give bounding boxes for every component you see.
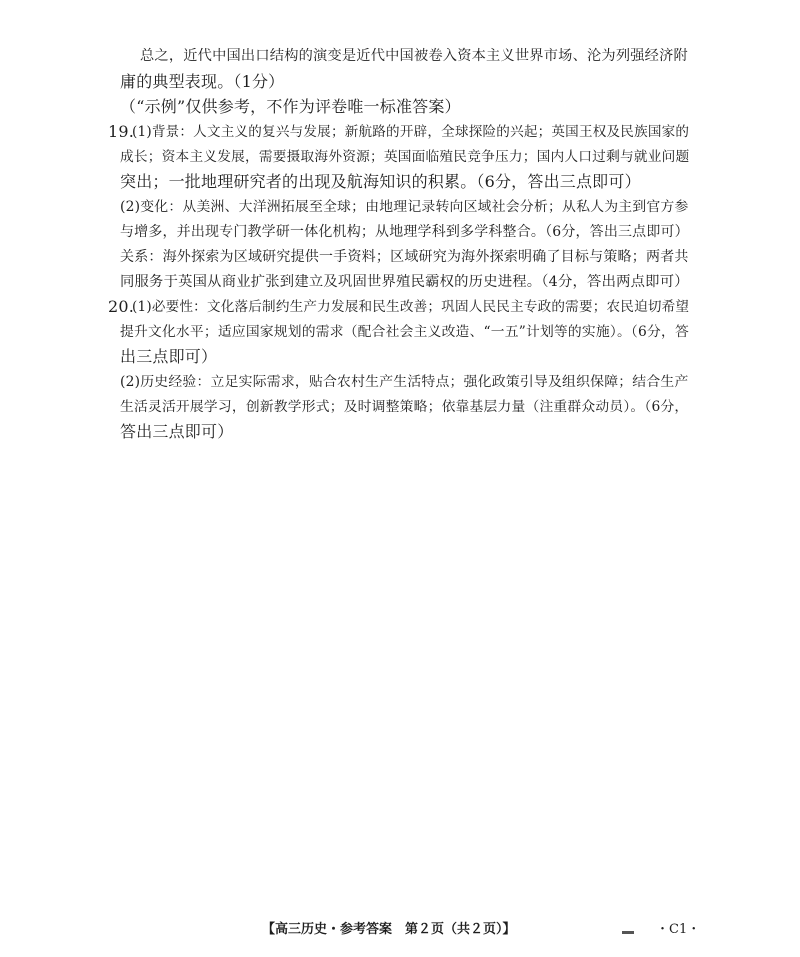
page-footer: 【高三历史・参考答案 第２页（共２页）】: [262, 922, 516, 937]
q19-p1-line-2: 成长；资本主义发展，需要摄取海外资源；英国面临殖民竞争压力；国内人口过剩与就业问题: [120, 149, 690, 165]
q19-number: 19.: [108, 122, 135, 141]
q19-p3-line-2: 同服务于英国从商业扩张到建立及巩固世界殖民霸权的历史进程。（4分，答出两点即可）: [120, 274, 689, 290]
q20-p1-line-1: (1)必要性：文化落后制约生产力发展和民生改善；巩固人民民主专政的需要；农民迫切希望: [132, 299, 690, 315]
q20-p2-line-3: 答出三点即可）: [120, 422, 234, 441]
q19-p3-line-1: 关系：海外探索为区域研究提供一手资料；区域研究为海外探索明确了目标与策略；两者共: [120, 249, 689, 265]
q20-p1-line-3: 出三点即可）: [120, 347, 218, 366]
q19-p2-line-2: 与增多，并出现专门教学研一体化机构；从地理学科到多学科整合。（6分，答出三点即可）: [120, 224, 689, 240]
summary-line-2: 庸的典型表现。（1分）: [120, 72, 285, 91]
scan-mark: [622, 931, 634, 934]
q19-p1-line-1: (1)背景：人文主义的复兴与发展；新航路的开辟，全球探险的兴起；英国王权及民族国家的: [132, 124, 690, 140]
summary-line-1: 总之，近代中国出口结构的演变是近代中国被卷入资本主义世界市场、沦为列强经济附: [140, 48, 688, 64]
version-code: ・C1・: [656, 922, 701, 937]
q19-p1-line-3: 突出；一批地理研究者的出现及航海知识的积累。（6分，答出三点即可）: [120, 172, 641, 191]
q20-p1-line-2: 提升文化水平；适应国家规划的需求（配合社会主义改造、“一五”计划等的实施）。（6分，答: [120, 324, 689, 340]
q20-number: 20.: [108, 297, 135, 316]
q19-p2-line-1: (2)变化：从美洲、大洋洲拓展至全球；由地理记录转向区域社会分析；从私人为主到官方参: [120, 199, 689, 215]
summary-note: （“示例”仅供参考，不作为评卷唯一标准答案）: [120, 97, 461, 116]
q20-p2-line-2: 生活灵活开展学习，创新教学形式；及时调整策略；依靠基层力量（注重群众动员）。（6分，: [120, 399, 689, 415]
q20-p2-line-1: (2)历史经验：立足实际需求，贴合农村生产生活特点；强化政策引导及组织保障；结合生产: [120, 374, 689, 390]
